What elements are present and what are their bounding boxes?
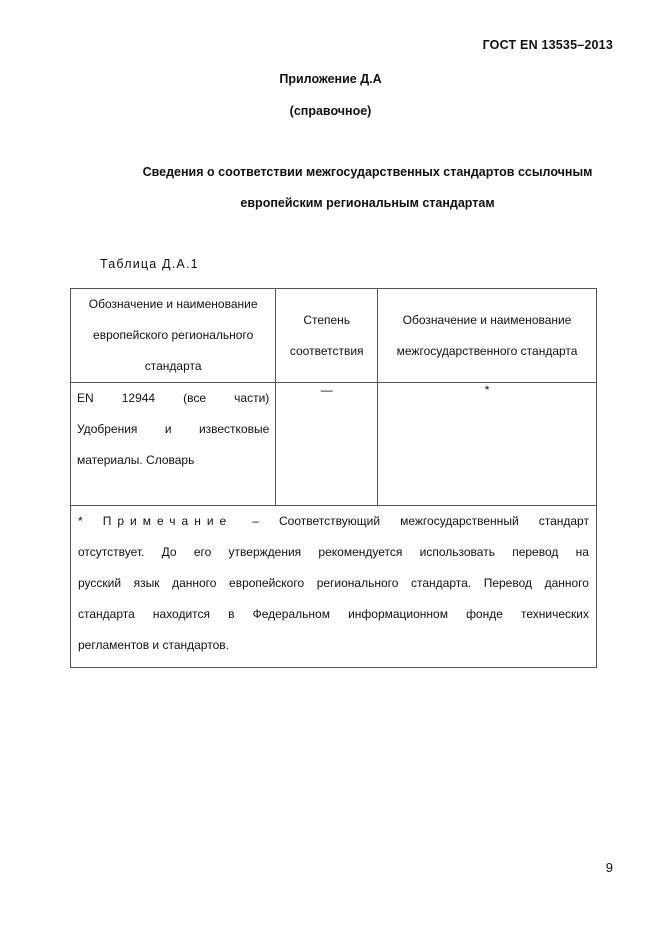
header-text: межгосударственного стандарта: [396, 343, 578, 358]
word: EN: [77, 391, 94, 405]
word: (все: [183, 391, 207, 405]
cell-european-standard: [71, 383, 276, 506]
word: утверждения: [228, 545, 302, 559]
word: использовать: [419, 545, 495, 559]
header-cell-interstate-standard: [378, 289, 597, 383]
word: язык: [133, 576, 160, 590]
word: регионального: [316, 576, 399, 590]
word: отсутствует.: [78, 545, 145, 559]
table-note-row: [71, 506, 597, 668]
note-line: [78, 568, 589, 599]
header-text: Обозначение и наименование: [88, 297, 258, 311]
word: межгосударственный: [400, 514, 519, 528]
appendix-subtitle: (справочное): [289, 104, 372, 118]
cell-line: материалы. Словарь: [77, 453, 195, 467]
note-dash: –: [252, 514, 259, 528]
note-line: [78, 506, 589, 537]
header-text: стандарта: [144, 359, 202, 373]
word: стандарта: [78, 607, 135, 621]
word: стандарта.: [411, 576, 472, 590]
correspondence-table: [70, 288, 597, 668]
interstate-value: *: [484, 383, 490, 397]
word: Федеральном: [252, 607, 330, 621]
word: технических: [521, 607, 589, 621]
page-number: 9: [605, 860, 613, 875]
note-line: регламентов и стандартов.: [78, 638, 229, 652]
word: До: [161, 545, 177, 559]
table-label: Таблица Д.А.1: [100, 257, 199, 271]
note-label: Примечание: [102, 514, 233, 528]
header-text: Обозначение и наименование: [402, 312, 572, 327]
header-text: Степень: [303, 312, 351, 327]
word: европейского: [229, 576, 305, 590]
word: на: [575, 545, 589, 559]
word: информационном: [348, 607, 448, 621]
word: его: [193, 545, 212, 559]
cell-degree: [276, 383, 378, 506]
word: рекомендуется: [318, 545, 403, 559]
word: русский: [78, 576, 122, 590]
word: 12944: [121, 391, 156, 405]
word: известковые: [198, 422, 270, 436]
word: части): [234, 391, 270, 405]
note-line: [78, 599, 589, 630]
section-heading-line2: европейским региональным стандартам: [240, 196, 495, 210]
table-row: [71, 383, 597, 506]
word: и: [164, 422, 172, 436]
cell-line: [77, 383, 269, 414]
word: Перевод: [483, 576, 533, 590]
word: стандарт: [538, 514, 589, 528]
document-code: ГОСТ EN 13535–2013: [482, 38, 613, 52]
cell-line: [77, 414, 269, 445]
note-marker: *: [78, 514, 83, 528]
word: перевод: [512, 545, 559, 559]
note-line: [78, 537, 589, 568]
note-cell: [71, 506, 597, 668]
word: в: [228, 607, 235, 621]
word: находится: [152, 607, 211, 621]
header-cell-degree: [276, 289, 378, 383]
header-text: соответствия: [289, 343, 364, 358]
cell-interstate-standard: [378, 383, 597, 506]
section-heading-line1: Сведения о соответствии межгосударственных стандартов ссылочным: [142, 165, 593, 179]
appendix-title: Приложение Д.А: [279, 72, 382, 86]
word: фонде: [466, 607, 503, 621]
degree-value: —: [320, 383, 333, 397]
header-text: европейского регионального: [93, 328, 254, 342]
header-cell-european-standard: [71, 289, 276, 383]
word: Соответствующий: [279, 514, 381, 528]
table-header-row: [71, 289, 597, 383]
word: данного: [544, 576, 589, 590]
word: Удобрения: [77, 422, 138, 436]
word: данного: [172, 576, 217, 590]
